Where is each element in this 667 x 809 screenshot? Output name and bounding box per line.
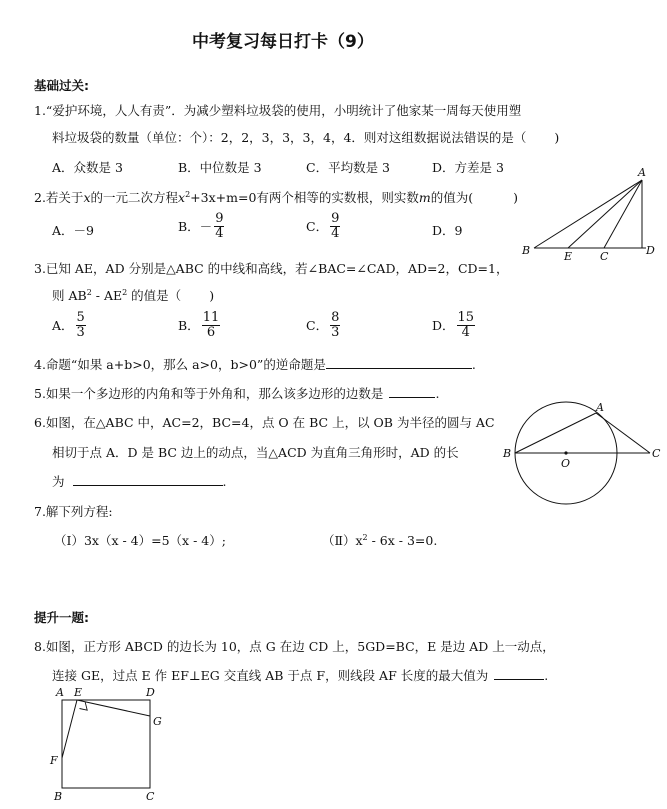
q1-line2	[52, 128, 559, 146]
q3-option-a-num: 5	[76, 310, 85, 325]
q6-line3-text: 为	[52, 474, 65, 489]
q2-m: m	[418, 190, 431, 205]
q3-line2-post: 的值是（	[127, 288, 182, 303]
q3-line2	[52, 286, 214, 304]
fig3-right-angle-mark	[80, 702, 88, 710]
q3-option-a-fraction	[76, 311, 86, 339]
q3-option-c-label: C．	[306, 318, 329, 334]
q2-x: x	[83, 190, 91, 205]
q3-option-a-den: 3	[76, 324, 85, 340]
q5-text: 5.如果一个多边形的内角和等于外角和，那么该多边形的边数是	[34, 386, 384, 401]
q1-option-a: A．众数是 3	[52, 160, 123, 175]
fig2-center-dot	[564, 451, 567, 454]
q6-line1: 6.如图，在△ABC 中，AC=2，BC=4，点 O 在 BC 上，以 OB 为半径的圆与 AC	[34, 415, 495, 430]
q3-option-c	[306, 311, 342, 339]
q3-option-b	[178, 311, 222, 339]
q3-line2-mid: - AE	[91, 288, 123, 303]
q8-line2-text: 连接 GE，过点 E 作 EF⊥EG 交直线 AB 于点 F，则线段 AF 长度的最大值为	[52, 668, 489, 683]
q2-option-c-fraction	[330, 212, 340, 240]
q2-option-b-fraction	[214, 212, 224, 240]
figure-circle-q6	[500, 396, 665, 508]
figure-triangle-q3	[520, 166, 660, 266]
fig3-label-f: F	[50, 754, 58, 767]
q2-stem	[34, 188, 518, 206]
q2-pre: 2.若关于	[34, 190, 84, 205]
q2-mid2: 有两个相等的实数根，则实数	[256, 190, 419, 205]
fig1-label-a: A	[638, 166, 646, 179]
q3-option-c-num: 8	[331, 310, 340, 325]
fig1-label-b: B	[522, 244, 531, 257]
q2-option-c	[306, 212, 342, 240]
fig2-label-o: O	[561, 457, 571, 470]
q6-end: .	[222, 474, 227, 489]
fig3-label-a: A	[56, 686, 64, 699]
q3-option-d-label: D．	[432, 318, 455, 334]
fig1-label-d: D	[646, 244, 655, 257]
q3-line2-pre: 则 AB	[52, 288, 87, 303]
fig3-label-c: C	[146, 790, 155, 803]
q1-line2-text: 料垃圾袋的数量（单位：个）：2，2，3，3，3，4，4．则对这组数据说法错误的是（	[52, 130, 527, 145]
q2-eq-b: +3x+m=0	[190, 190, 257, 205]
q7-part2-pre: （Ⅱ）x	[322, 533, 363, 548]
q2-option-b	[178, 212, 226, 240]
q2-post: 的值为(	[430, 190, 474, 205]
fig1-label-e: E	[564, 250, 573, 263]
fig3-label-g: G	[153, 715, 162, 728]
fig2-label-c: C	[652, 447, 661, 460]
q2-eq-a: x	[178, 190, 186, 205]
fig1-line-ac	[604, 180, 642, 248]
q2-option-b-num: 9	[215, 211, 224, 226]
fig1-line-ae	[568, 180, 642, 248]
q5	[34, 384, 439, 402]
q3-option-a	[52, 311, 88, 339]
q2-option-c-den: 4	[331, 225, 340, 241]
q8-line1: 8.如图，正方形 ABCD 的边长为 10，点 G 在边 CD 上，5GD=BC，E 是边 AD 上一动点，	[34, 639, 555, 654]
q3-option-d-fraction	[457, 311, 476, 339]
q1-close-paren: )	[554, 130, 560, 145]
q3-sup2: 2	[122, 287, 128, 297]
q7-part1: （Ⅰ）3x（x - 4）=5（x - 4）;	[54, 533, 226, 548]
q6-line3	[52, 472, 227, 490]
q5-end: .	[435, 386, 440, 401]
q3-option-b-num: 11	[202, 310, 220, 325]
section-advanced-heading: 提升一题:	[34, 610, 89, 625]
q2-close-paren: )	[513, 190, 519, 205]
q1-option-c: C．平均数是 3	[306, 160, 390, 175]
fig2-label-a: A	[596, 401, 604, 414]
q3-option-b-fraction	[202, 311, 221, 339]
q3-option-b-label: B．	[178, 318, 200, 334]
fig3-label-d: D	[146, 686, 155, 699]
q3-option-c-fraction	[330, 311, 340, 339]
fig2-line-ab	[515, 413, 596, 453]
q3-close-paren: )	[209, 288, 215, 303]
q8-end: .	[544, 668, 549, 683]
q4-text: 4.命题“如果 a+b>0，那么 a>0，b>0”的逆命题是	[34, 357, 326, 372]
q8-line2	[52, 666, 548, 684]
q3-option-c-den: 3	[331, 324, 340, 340]
q8-answer-blank[interactable]	[494, 668, 544, 680]
q3-option-d-num: 15	[457, 310, 475, 325]
fig3-label-e: E	[74, 686, 83, 699]
q4	[34, 355, 476, 373]
fig2-line-ac	[596, 413, 650, 453]
q1-line1: 1.“爱护环境，人人有责”．为减少塑料垃圾袋的使用，小明统计了他家某一周每天使用塑	[34, 103, 522, 118]
figure-square-q8	[44, 684, 174, 806]
q6-answer-blank[interactable]	[73, 474, 223, 486]
q2-option-c-label: C．	[306, 219, 329, 235]
fig3-label-b: B	[54, 790, 63, 803]
q1-option-b: B．中位数是 3	[178, 160, 262, 175]
q2-mid1: 的一元二次方程	[90, 190, 179, 205]
q1-option-d: D．方差是 3	[432, 160, 504, 175]
page-title: 中考复习每日打卡（9）	[192, 32, 374, 52]
section-basic-heading: 基础过关:	[34, 78, 89, 93]
q4-answer-blank[interactable]	[326, 357, 472, 369]
q7-part2-post: - 6x - 3=0.	[367, 533, 438, 548]
fig3-line-ef	[62, 700, 77, 758]
q2-option-c-num: 9	[331, 211, 340, 226]
fig3-line-eg	[77, 700, 150, 716]
q3-option-d-den: 4	[461, 324, 470, 340]
q7-part2-sup: 2	[362, 532, 368, 542]
fig2-label-b: B	[503, 447, 512, 460]
q3-sup1: 2	[86, 287, 92, 297]
q2-sup: 2	[185, 189, 191, 199]
fig1-line-ab	[534, 180, 642, 248]
q2-option-d: D．9	[432, 223, 463, 238]
q2-option-a: A．－9	[52, 223, 94, 238]
q3-option-b-den: 6	[206, 324, 216, 340]
q3-option-d	[432, 311, 477, 339]
q3-line1: 3.已知 AE，AD 分别是△ABC 的中线和高线，若∠BAC=∠CAD，AD=2，CD=1，	[34, 261, 509, 276]
q2-option-b-label: B．－	[178, 219, 213, 235]
q7-title: 7.解下列方程:	[34, 504, 113, 519]
q5-answer-blank[interactable]	[389, 386, 435, 398]
fig1-label-c: C	[600, 250, 609, 263]
q2-option-b-den: 4	[215, 225, 224, 241]
q6-line2: 相切于点 A．D 是 BC 边上的动点，当△ACD 为直角三角形时，AD 的长	[52, 445, 459, 460]
q3-option-a-label: A．	[52, 318, 74, 334]
q7-part2	[322, 531, 437, 549]
q4-end: .	[471, 357, 476, 372]
